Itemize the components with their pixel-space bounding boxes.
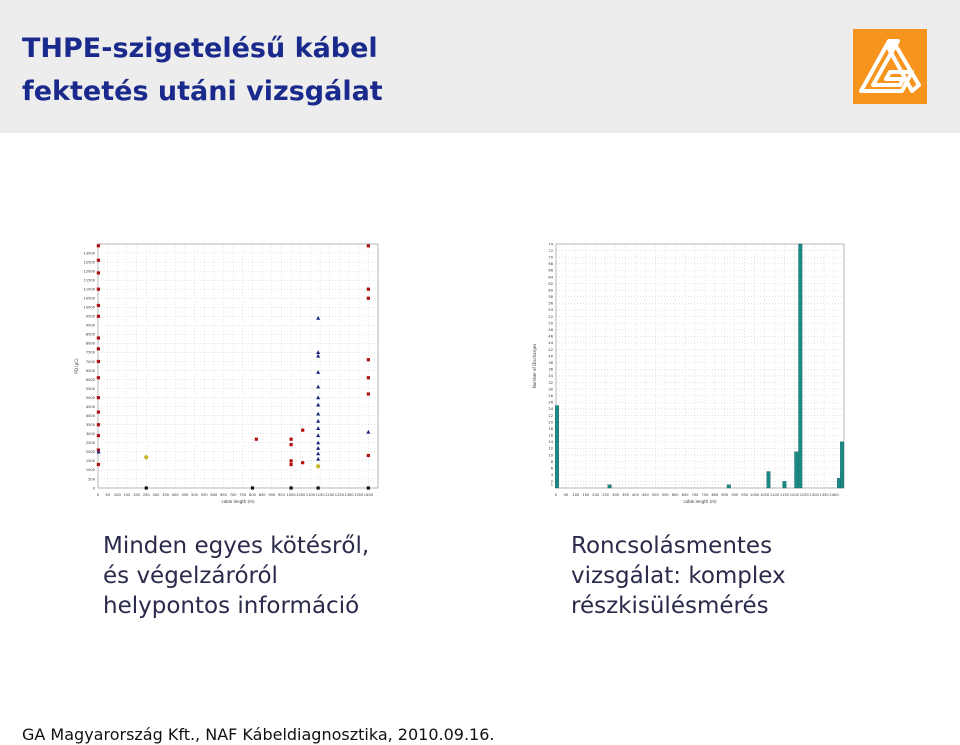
x-tick-label: 850 [721, 493, 729, 497]
y-tick-label: 34 [548, 374, 553, 379]
x-tick-label: 150 [582, 493, 590, 497]
y-tick-label: 4 [550, 473, 553, 478]
data-point [367, 297, 370, 300]
y-tick-label: 48 [548, 328, 553, 333]
x-tick-label: 1350 [819, 493, 829, 497]
y-tick-label: 2500 [85, 441, 95, 446]
data-point [367, 244, 370, 247]
y-tick-label: 64 [548, 275, 553, 280]
bar [608, 485, 612, 488]
y-tick-label: 6 [550, 466, 553, 471]
x-tick-label: 1250 [334, 493, 344, 497]
data-point [97, 271, 100, 274]
footer-text: GA Magyarország Kft., NAF Kábeldiagnosztika, 2010.09.16. [22, 725, 495, 744]
data-point [97, 336, 100, 339]
plot-area [98, 244, 378, 488]
x-tick-label: 800 [249, 493, 256, 497]
y-tick-label: 32 [548, 380, 553, 385]
x-tick-label: 1050 [759, 493, 770, 497]
data-point [367, 376, 370, 379]
page-title [22, 27, 383, 113]
bar [727, 485, 731, 488]
y-tick-label: 36 [548, 367, 553, 372]
y-tick-label: 74 [548, 242, 553, 247]
x-tick-label: 200 [592, 493, 600, 497]
x-tick-label: 50 [105, 493, 110, 497]
y-tick-label: 28 [548, 393, 553, 398]
y-tick-label: 8 [550, 459, 553, 464]
x-axis-label: cable length (m) [683, 499, 717, 504]
ga-logo-icon [853, 29, 927, 104]
x-tick-label: 1250 [799, 493, 809, 497]
y-tick-label: 1500 [85, 459, 95, 464]
x-tick-label: 300 [152, 493, 160, 497]
bar [767, 472, 771, 488]
data-point [97, 410, 100, 413]
x-tick-label: 1400 [829, 493, 839, 497]
data-point [317, 486, 320, 489]
y-tick-label: 7000 [85, 359, 95, 364]
y-tick-label: 1000 [85, 468, 95, 473]
y-tick-label: 46 [548, 334, 553, 339]
x-tick-label: 100 [572, 493, 580, 497]
bar [783, 481, 787, 488]
y-tick-label: 10 [548, 453, 553, 458]
y-tick-label: 9000 [85, 323, 95, 328]
y-tick-label: 62 [548, 281, 553, 286]
data-point [367, 288, 370, 291]
y-tick-label: 9500 [85, 314, 95, 319]
data-point [290, 486, 293, 489]
x-tick-label: 1100 [769, 493, 780, 497]
x-tick-label: 500 [651, 493, 659, 497]
y-tick-label: 8000 [85, 341, 95, 346]
pd-scatter-chart [74, 238, 386, 504]
right-caption-line-3: részkisülésmérés [571, 593, 769, 619]
y-tick-label: 6000 [85, 377, 95, 382]
data-point [251, 486, 254, 489]
x-tick-label: 450 [181, 493, 189, 497]
y-tick-label: 52 [548, 314, 553, 319]
left-caption-line-1: Minden egyes kötésről, [103, 533, 370, 559]
x-tick-label: 1000 [750, 493, 760, 497]
x-tick-label: 1400 [363, 493, 373, 497]
x-tick-label: 1200 [789, 493, 799, 497]
x-axis-label: cable length (m) [221, 499, 255, 504]
y-tick-label: 40 [548, 354, 553, 359]
x-tick-label: 150 [123, 493, 131, 497]
data-point [367, 486, 370, 489]
y-tick-label: 12000 [83, 269, 95, 274]
x-tick-label: 1050 [296, 493, 306, 497]
data-point [97, 315, 100, 318]
data-point [97, 347, 100, 350]
left-caption [103, 531, 369, 621]
x-tick-label: 50 [563, 493, 569, 497]
y-axis-label: PD (pC) [74, 358, 79, 374]
x-tick-label: 1000 [286, 493, 296, 497]
x-tick-label: 400 [632, 493, 639, 497]
x-tick-label: 600 [671, 493, 679, 497]
x-tick-label: 750 [239, 493, 247, 497]
x-tick-label: 850 [258, 493, 266, 497]
data-point [97, 244, 100, 247]
data-point [97, 434, 100, 437]
y-tick-label: 2 [550, 479, 553, 484]
bar [555, 406, 559, 488]
y-tick-label: 5000 [85, 395, 95, 400]
y-tick-label: 14 [548, 440, 553, 445]
x-tick-label: 650 [681, 493, 689, 497]
x-tick-label: 250 [602, 493, 610, 497]
y-tick-label: 66 [548, 268, 553, 273]
x-tick-label: 1150 [779, 493, 789, 497]
right-caption-line-2: vizsgálat: komplex [571, 563, 786, 589]
y-tick-label: 44 [548, 341, 553, 346]
x-tick-label: 1150 [315, 493, 325, 497]
y-tick-label: 20 [548, 420, 553, 425]
x-tick-label: 1300 [344, 493, 354, 497]
x-tick-label: 1100 [305, 493, 315, 497]
y-tick-label: 26 [548, 400, 553, 405]
data-point [97, 396, 100, 399]
y-tick-label: 13000 [83, 251, 95, 256]
x-tick-label: 300 [612, 493, 620, 497]
x-tick-label: 450 [641, 493, 649, 497]
y-tick-label: 4000 [85, 414, 95, 419]
bar [840, 442, 844, 488]
y-tick-label: 10500 [83, 296, 95, 301]
data-point [316, 465, 320, 469]
x-tick-label: 400 [171, 493, 179, 497]
y-tick-label: 8500 [85, 332, 95, 337]
left-caption-line-3: helypontos információ [103, 593, 360, 619]
x-tick-label: 600 [210, 493, 218, 497]
y-tick-label: 72 [548, 248, 553, 253]
y-tick-label: 22 [548, 413, 553, 418]
data-point [97, 463, 100, 466]
x-tick-label: 550 [200, 493, 208, 497]
x-tick-label: 100 [113, 493, 121, 497]
y-tick-label: 3000 [85, 432, 95, 437]
data-point [290, 438, 293, 441]
x-tick-label: 1300 [809, 493, 819, 497]
data-point [290, 459, 293, 462]
y-tick-label: 68 [548, 262, 553, 267]
y-tick-label: 24 [548, 407, 553, 412]
data-point [367, 454, 370, 457]
data-point [97, 288, 100, 291]
y-axis-label: Number of Discharges [532, 343, 537, 389]
y-tick-label: 0 [92, 486, 95, 491]
data-point [97, 304, 100, 307]
y-tick-label: 11500 [83, 278, 95, 283]
title-line-2: fektetés utáni vizsgálat [22, 76, 383, 107]
x-tick-label: 1350 [354, 493, 364, 497]
y-tick-label: 11000 [83, 287, 95, 292]
y-tick-label: 70 [548, 255, 553, 260]
y-tick-label: 16 [548, 433, 553, 438]
y-tick-label: 3500 [85, 423, 95, 428]
y-tick-label: 56 [548, 301, 553, 306]
y-tick-label: 7500 [85, 350, 95, 355]
y-tick-label: 18 [548, 426, 553, 431]
x-tick-label: 250 [142, 493, 150, 497]
data-point [97, 376, 100, 379]
data-point [97, 259, 100, 262]
y-tick-label: 42 [548, 347, 553, 352]
x-tick-label: 650 [220, 493, 227, 497]
y-tick-label: 30 [548, 387, 553, 392]
y-tick-label: 500 [88, 477, 95, 482]
left-caption-line-2: és végelzáróról [103, 563, 278, 589]
data-point [290, 463, 293, 466]
x-tick-label: 700 [229, 493, 237, 497]
y-tick-label: 4500 [85, 404, 95, 409]
data-point [144, 455, 148, 459]
x-tick-label: 900 [731, 493, 739, 497]
data-point [97, 423, 100, 426]
x-tick-label: 500 [191, 493, 198, 497]
y-tick-label: 54 [548, 308, 553, 313]
bar [799, 244, 803, 488]
right-caption [571, 531, 786, 621]
right-caption-line-1: Roncsolásmentes [571, 533, 773, 559]
data-point [290, 443, 293, 446]
x-tick-label: 900 [268, 493, 276, 497]
x-tick-label: 350 [622, 493, 629, 497]
data-point [145, 486, 148, 489]
x-tick-label: 0 [96, 493, 100, 497]
x-tick-label: 350 [162, 493, 170, 497]
y-tick-label: 6500 [85, 368, 95, 373]
x-tick-label: 700 [691, 493, 699, 497]
y-tick-label: 58 [548, 295, 553, 300]
y-tick-label: 12500 [83, 260, 95, 265]
bar [795, 452, 799, 488]
x-tick-label: 750 [701, 493, 709, 497]
y-tick-label: 5500 [85, 386, 95, 391]
x-tick-label: 550 [661, 493, 669, 497]
data-point [367, 358, 370, 361]
data-point [301, 461, 304, 464]
data-point [367, 392, 370, 395]
data-point [255, 438, 258, 441]
y-tick-label: 50 [548, 321, 553, 326]
x-tick-label: 0 [554, 493, 558, 497]
x-tick-label: 800 [711, 493, 719, 497]
y-tick-label: 60 [548, 288, 553, 293]
x-tick-label: 950 [278, 493, 285, 497]
y-tick-label: 12 [548, 446, 553, 451]
x-tick-label: 950 [741, 493, 749, 497]
y-tick-label: 1 [550, 483, 553, 488]
y-tick-label: 38 [548, 361, 553, 366]
data-point [97, 360, 100, 363]
x-tick-label: 200 [133, 493, 141, 497]
data-point [301, 429, 304, 432]
discharge-histogram-chart [532, 238, 850, 504]
x-tick-label: 1200 [325, 493, 335, 497]
title-line-1: THPE-szigetelésű kábel [22, 33, 378, 64]
y-tick-label: 2000 [85, 450, 95, 455]
y-tick-label: 10000 [83, 305, 95, 310]
